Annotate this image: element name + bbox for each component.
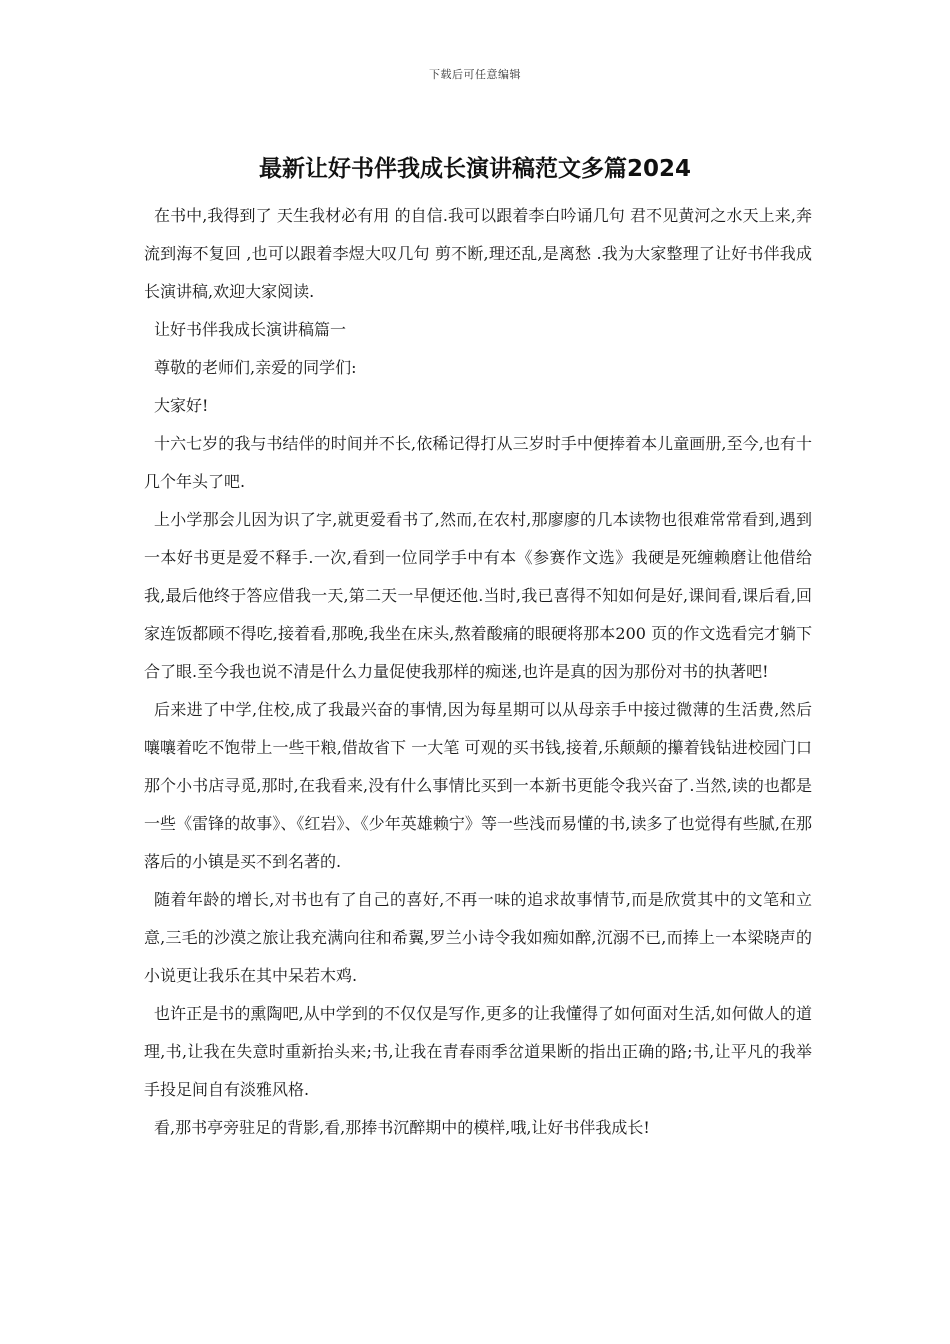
section-heading: 让好书伴我成长演讲稿篇一: [154, 320, 347, 339]
closing-paragraph: 看,那书亭旁驻足的背影,看,那捧书沉醉期中的模样,哦,让好书伴我成长!: [154, 1118, 650, 1137]
intro-paragraph: 在书中,我得到了 天生我材必有用 的自信.我可以跟着李白吟诵几句 君不见黄河之水天上来,奔流到海不复回 ,也可以跟着李煜大叹几句 剪不断,理还乱,是离愁 .我为大家整理了让好书伴我成长演讲稿,欢迎大家阅读.: [144, 206, 812, 301]
header-note: 下载后可任意编辑: [429, 68, 521, 81]
document-body: [144, 197, 812, 1147]
body-paragraph: 十六七岁的我与书结伴的时间并不长,依稀记得打从三岁时手中便捧着本儿童画册,至今,也有十几个年头了吧.: [144, 434, 812, 491]
document-title: 最新让好书伴我成长演讲稿范文多篇2024: [258, 156, 691, 182]
body-paragraph: 随着年龄的增长,对书也有了自己的喜好,不再一味的追求故事情节,而是欣赏其中的文笔和立意,三毛的沙漠之旅让我充满向往和希翼,罗兰小诗令我如痴如醉,沉溺不已,而捧上一本梁晓声的小说更让我乐在其中呆若木鸡.: [144, 890, 812, 985]
body-paragraph: 也许正是书的熏陶吧,从中学到的不仅仅是写作,更多的让我懂得了如何面对生活,如何做人的道理,书,让我在失意时重新抬头来;书,让我在青春雨季岔道果断的指出正确的路;书,让平凡的我举手投足间自有淡雅风格.: [144, 1004, 812, 1099]
salutation: 尊敬的老师们,亲爱的同学们:: [154, 358, 357, 377]
body-paragraph: 后来进了中学,住校,成了我最兴奋的事情,因为每星期可以从母亲手中接过微薄的生活费,然后嚷嚷着吃不饱带上一些干粮,借故省下 一大笔 可观的买书钱,接着,乐颠颠的攥着钱钻进校园门口那个小书店寻觅,那时,在我看来,没有什么事情比买到一本新书更能令我兴奋了.当然,读的也都是一些《雷锋的故事》、《红岩》、《少年英雄赖宁》等一些浅而易懂的书,读多了也觉得有些腻,在那落后的小镇是买不到名著的.: [144, 700, 812, 871]
greeting: 大家好!: [154, 396, 209, 415]
body-paragraph: 上小学那会儿因为识了字,就更爱看书了,然而,在农村,那廖廖的几本读物也很难常常看到,遇到一本好书更是爱不释手.一次,看到一位同学手中有本《参赛作文选》我硬是死缠赖磨让他借给我,最后他终于答应借我一天,第二天一早便还他.当时,我已喜得不知如何是好,课间看,课后看,回家连饭都顾不得吃,接着看,那晚,我坐在床头,熬着酸痛的眼硬将那本200 页的作文选看完才躺下合了眼.至今我也说不清是什么力量促使我那样的痴迷,也许是真的因为那份对书的执著吧!: [144, 510, 812, 681]
